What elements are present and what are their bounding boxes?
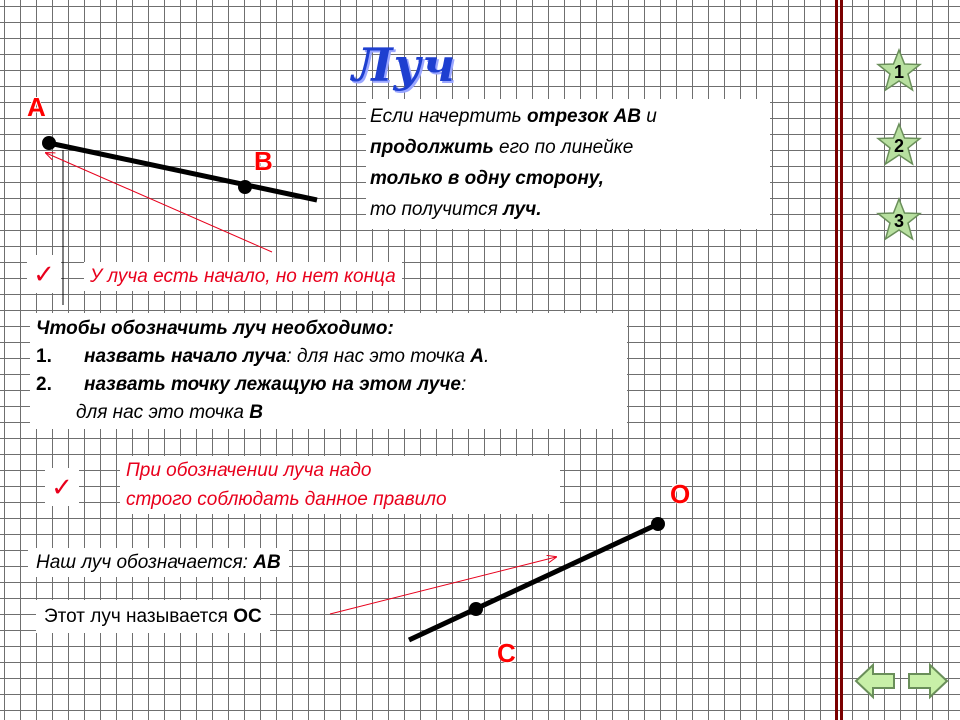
- label-point-b: В: [254, 146, 273, 176]
- rule-step: 2. назвать точку лежащую на этом луче: для нас это точка В: [36, 374, 467, 423]
- fact-text: У луча есть начало, но нет конца: [84, 262, 402, 291]
- arrow-left-icon: [852, 660, 898, 702]
- our-ray-text: Наш луч обозначается: АВ: [28, 548, 289, 577]
- point-b: [238, 180, 252, 194]
- slide-star-button-1[interactable]: 1: [876, 48, 922, 94]
- ray-oc: [409, 524, 658, 640]
- arrow-right-icon: [905, 660, 951, 702]
- rule-step: 1. назвать начало луча: для нас это точка А.: [36, 346, 490, 367]
- page-title: Луч: [352, 38, 457, 92]
- this-ray-text: Этот луч называется ОС: [36, 600, 270, 633]
- slide-star-button-2[interactable]: 2: [876, 122, 922, 168]
- point-c: [469, 602, 483, 616]
- intro-text: Если начертить отрезок АВ и продолжить его по линейке только в одну сторону, то получится луч.: [366, 99, 770, 229]
- slide-star-button-3[interactable]: 3: [876, 197, 922, 243]
- label-point-o: О: [670, 479, 691, 509]
- note-text: При обозначении луча надо строго соблюдать данное правило: [120, 456, 560, 514]
- point-a: [42, 136, 56, 150]
- label-point-c: С: [497, 638, 516, 668]
- rule-block: [30, 313, 627, 429]
- check-icon: ✓: [27, 255, 61, 293]
- label-point-a: А: [27, 92, 46, 122]
- rule-steps: [36, 343, 621, 427]
- point-o: [651, 517, 665, 531]
- forward-button[interactable]: [905, 660, 951, 702]
- rule-heading: Чтобы обозначить луч необходимо:: [36, 318, 394, 339]
- back-button[interactable]: [852, 660, 898, 702]
- check-icon: ✓: [45, 468, 79, 506]
